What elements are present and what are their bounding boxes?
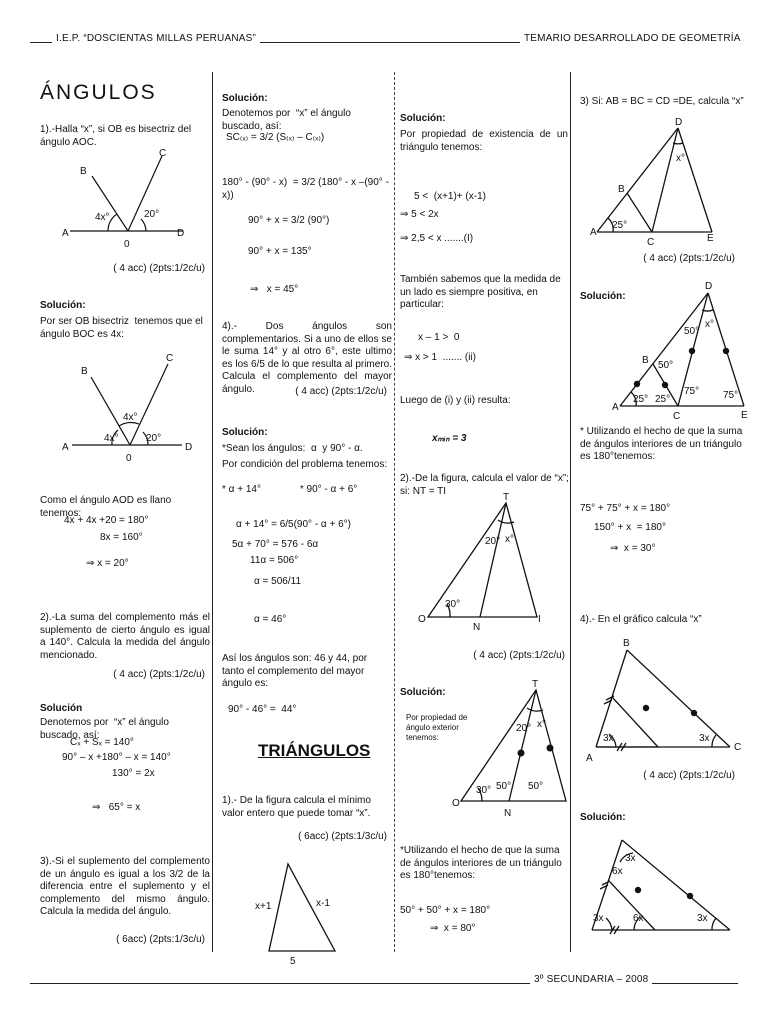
text-line: Denotemos por “x” el ángulo buscado, así: <box>40 717 172 741</box>
point-label: B <box>80 166 87 177</box>
text-line: ⇒ x = 30° <box>610 543 656 554</box>
text-line: 90° + x = 3/2 (90°) <box>248 215 330 226</box>
text-line: ⇒ 65° = x <box>92 802 141 813</box>
text-line: ⇒ 2,5 < x .......(I) <box>400 233 474 244</box>
point-label: D <box>705 281 713 292</box>
triangle-figure-6 <box>596 650 730 751</box>
text-line: 8x = 160° <box>100 532 143 543</box>
angle-label: 3x <box>593 913 604 924</box>
point-label: E <box>741 410 748 421</box>
point-label: C <box>647 237 655 248</box>
angle-label: x° <box>705 319 714 330</box>
angle-figure-2 <box>72 364 182 445</box>
text-line: ( 4 acc) (2pts:1/2c/u) <box>113 669 205 680</box>
text-line: *Sean los ángulos: α y 90° - α. <box>222 443 363 454</box>
text-line: 50° + 50° + x = 180° <box>400 905 491 916</box>
point-label: N <box>473 622 481 633</box>
section-label: Solución: <box>400 113 446 124</box>
angle-label: 4x° <box>104 433 119 444</box>
point-label: B <box>642 355 649 366</box>
text-line: ( 4 acc) (2pts:1/2c/u) <box>643 253 735 264</box>
equal-mark <box>635 887 693 899</box>
footer-level: 3º SECUNDARIA – 2008 <box>530 974 652 985</box>
text-line: ⇒ x > 1 ....... (ii) <box>404 352 477 363</box>
text-line: Denotemos por “x” el ángulo buscado, así: <box>222 108 354 132</box>
point-label: A <box>612 402 619 413</box>
text-line: ( 6acc) (2pts:1/3c/u) <box>298 831 387 842</box>
text-line: ( 4 acc) (2pts:1/2c/u) <box>295 386 387 397</box>
angle-label: 50° <box>496 781 512 792</box>
angle-label: 75° <box>723 390 739 401</box>
point-label: D <box>177 228 185 239</box>
side-label: x-1 <box>316 898 330 909</box>
point-label: O <box>452 798 460 809</box>
text-line: ⇒ x = 80° <box>430 923 476 934</box>
angle-label: 25° <box>633 394 649 405</box>
angle-label: 30° <box>445 599 461 610</box>
text-line: x – 1 > 0 <box>418 332 460 343</box>
text-line: ⇒ x = 45° <box>250 284 299 295</box>
equal-mark <box>643 705 697 716</box>
text-line: ⇒ 5 < 2x <box>400 209 439 220</box>
angle-label: 30° <box>476 785 492 796</box>
text-line: Por propiedad de ángulo exterior tenemos: <box>406 713 470 742</box>
text-line: 4).- Dos ángulos son complementarios. Si a uno de ellos se le suma 14° y al otro 6°, este ultimo es los 6/5 de lo que resulta al primero. Calcula el complemento del mayor ángulo. <box>222 321 395 395</box>
header-document-title: TEMARIO DESARROLLADO DE GEOMETRÍA <box>520 33 745 44</box>
text-line: Como el ángulo AOD es llano tenemos: <box>40 495 174 519</box>
text-line: 90° – x +180° – x = 140° <box>62 752 171 763</box>
text-line: Por propiedad de existencia de un triángulo tenemos: <box>400 129 571 153</box>
point-label: O <box>418 614 426 625</box>
text-line: 180° - (90° - x) = 3/2 (180° - x –(90° - x)) <box>222 177 392 201</box>
text-line: 1).-Halla “x”, si OB es bisectriz del ángulo AOC. <box>40 124 194 148</box>
angle-label: x° <box>505 534 514 545</box>
text-line: 3) Si: AB = BC = CD =DE, calcula “x” <box>580 96 744 107</box>
angle-label: 20° <box>485 536 501 547</box>
text-line: α = 506/11 <box>254 576 302 587</box>
text-line: Por condición del problema tenemos: <box>222 459 388 470</box>
angle-label: 6x <box>633 913 644 924</box>
text-line: ( 4 acc) (2pts:1/2c/u) <box>643 770 735 781</box>
angle-label: 20° <box>516 723 532 734</box>
triangle-figure-7 <box>592 840 730 934</box>
angle-label: 25° <box>612 220 628 231</box>
text-line: 11α = 506° <box>250 555 299 566</box>
text-line: 150° + x = 180° <box>594 522 666 533</box>
text-line: 1).- De la figura calcula el mínimo valor entero que puede tomar “x”. <box>222 795 374 819</box>
point-label: A <box>590 227 597 238</box>
point-label: I <box>538 614 541 625</box>
angle-label: 3x <box>699 733 710 744</box>
text-line: 2).-De la figura, calcula el valor de “x”; si: NT = TI <box>400 473 572 497</box>
angle-label: x° <box>676 153 685 164</box>
text-line: ( 4 acc) (2pts:1/2c/u) <box>113 263 205 274</box>
text-line: ( 4 acc) (2pts:1/2c/u) <box>473 650 565 661</box>
point-label: 0 <box>126 453 132 464</box>
angle-label: 3x <box>603 733 614 744</box>
text-line: 4x + 4x +20 = 180° <box>64 515 149 526</box>
text-line: α + 14° = 6/5(90° - α + 6°) <box>236 519 352 530</box>
text-line: *Utilizando el hecho de que la suma de ángulos interiores de un triángulo es 180°tenemos: <box>400 845 565 881</box>
point-label: T <box>503 492 510 503</box>
section-label: Solución: <box>580 812 626 823</box>
section-label: Solución <box>40 703 83 714</box>
text-line: Cₓ + Sₓ = 140° <box>70 737 134 748</box>
text-line: ( 6acc) (2pts:1/3c/u) <box>116 934 205 945</box>
text-line: Por ser OB bisectriz tenemos que el ángulo BOC es 4x: <box>40 316 206 340</box>
text-line: ⇒ x = 20° <box>86 558 129 569</box>
section-label: Solución: <box>400 687 446 698</box>
text-line: 5α + 70° = 576 - 6α <box>232 539 319 550</box>
point-label: C <box>673 411 681 422</box>
angle-label: 4x° <box>95 212 110 223</box>
text-line: 90° - 46° = 44° <box>228 704 297 715</box>
text-line: Luego de (i) y (ii) resulta: <box>400 395 511 406</box>
point-label: C <box>159 148 167 159</box>
text-line: α = 46° <box>254 614 287 625</box>
point-label: D <box>185 442 193 453</box>
point-label: B <box>618 184 625 195</box>
angle-label: 50° <box>684 326 700 337</box>
side-label: 5 <box>290 956 296 967</box>
text-line: 5 < (x+1)+ (x-1) <box>414 191 486 202</box>
angle-label: 20° <box>144 209 160 220</box>
text-line: También sabemos que la medida de un lado es siempre positiva, en particular: <box>400 274 564 310</box>
angle-label: x° <box>537 719 546 730</box>
section-label: TRIÁNGULOS <box>258 741 371 760</box>
point-label: C <box>166 353 174 364</box>
text-line: 130° = 2x <box>112 768 155 779</box>
point-label: A <box>62 228 69 239</box>
text-line: 90° + x = 135° <box>248 246 312 257</box>
text-line: 2).-La suma del complemento más el suplemento de cierto ángulo es igual a 140°. Calcula la medida del ángulo mencionado. <box>40 612 213 661</box>
section-label: Solución: <box>40 300 86 311</box>
angle-label: 20° <box>146 433 162 444</box>
section-label: Solución: <box>222 427 268 438</box>
point-label: A <box>62 442 69 453</box>
angle-label: 3x <box>625 853 636 864</box>
angle-label: 6x <box>612 866 623 877</box>
point-label: D <box>675 117 683 128</box>
text-line: * Utilizando el hecho de que la suma de ángulos interiores de un triángulo es 180°tenemos: <box>580 426 746 462</box>
angle-label: 4x° <box>123 412 138 423</box>
angle-label: 25° <box>655 394 671 405</box>
angle-figure-1 <box>70 156 183 231</box>
text-line: SC₍ₓ₎ = 3/2 (S₍ₓ₎ – C₍ₓ₎) <box>226 132 325 143</box>
angle-label: 50° <box>528 781 544 792</box>
angle-label: 50° <box>658 360 674 371</box>
point-label: A <box>586 753 593 764</box>
triangle-figure-4 <box>597 128 712 232</box>
text-line: ÁNGULOS <box>40 81 157 104</box>
point-label: N <box>504 808 512 819</box>
text-line: 3).-Si el suplemento del complemento de un ángulo es igual a los 3/2 de la diferencia entre el suplemento y el complemento del mismo ángulo. Calcula la medida del ángulo. <box>40 856 213 917</box>
side-label: x+1 <box>255 901 272 912</box>
point-label: B <box>623 638 630 649</box>
point-label: E <box>707 233 714 244</box>
section-label: Solución: <box>222 93 268 104</box>
point-label: C <box>734 742 742 753</box>
section-label: xₘᵢₙ = 3 <box>432 433 467 444</box>
point-label: 0 <box>124 239 130 250</box>
text-line: * α + 14° * 90° - α + 6° <box>222 484 358 495</box>
angle-label: 75° <box>684 386 700 397</box>
text-line: 4).- En el gráfico calcula “x” <box>580 614 702 625</box>
header-school-name: I.E.P. “DOSCIENTAS MILLAS PERUANAS” <box>52 33 260 44</box>
point-label: B <box>81 366 88 377</box>
text-line: Así los ángulos son: 46 y 44, por tanto el complemento del mayor ángulo es: <box>222 653 370 689</box>
angle-label: 3x <box>697 913 708 924</box>
point-label: T <box>532 679 539 690</box>
section-label: Solución: <box>580 291 626 302</box>
text-line: 75° + 75° + x = 180° <box>580 503 671 514</box>
equal-mark <box>634 348 729 388</box>
